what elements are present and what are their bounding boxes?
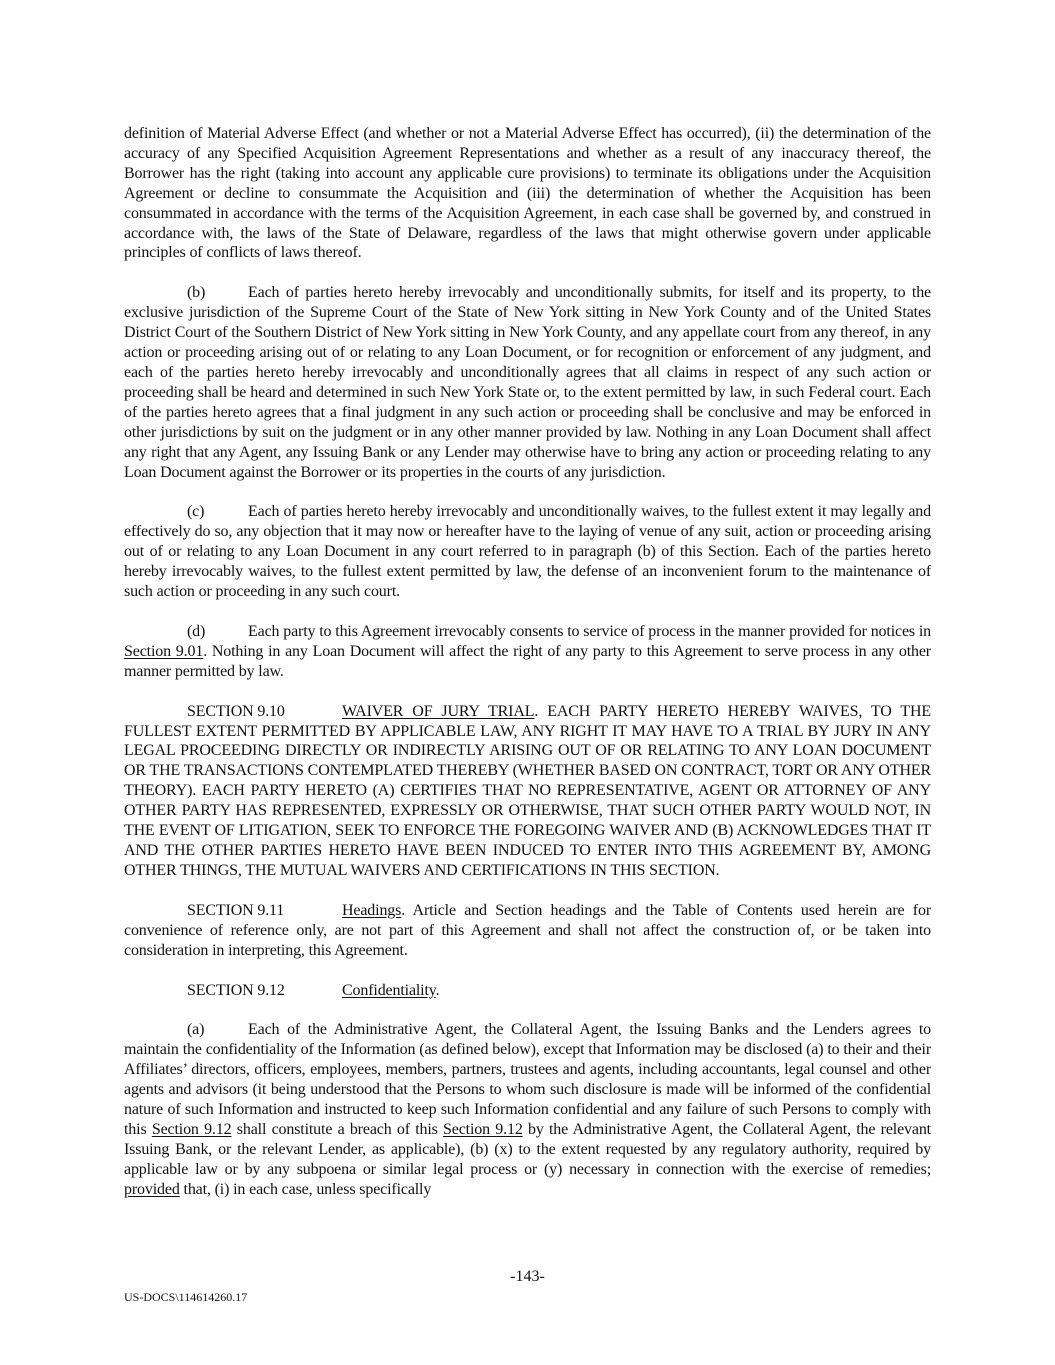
provided-term: provided: [124, 1180, 180, 1198]
paragraph-text: Each of the Administrative Agent, the Collateral Agent, the Issuing Banks and the Lenders agrees to maintain the confidentiality of the Information (as defined below), except that Information may be disclosed (a) to their and their Affiliates’ directors, officers, employees, members, partners, trustees and agents, including accountants, legal counsel and other agents and advisors (it being understood that the Persons to whom such disclosure is made will be informed of the confidential nature of such Information and instructed to keep such Information confidential and any failure of such Persons to comply with this: [124, 1021, 931, 1138]
section-9-12-confidentiality: [124, 981, 931, 1001]
paragraph-c-venue: [124, 502, 931, 602]
section-reference: Section 9.01: [124, 642, 204, 660]
paragraph-d-service-of-process: [124, 622, 931, 682]
section-number: SECTION 9.12: [187, 981, 285, 999]
paragraph-label: (a): [187, 1021, 205, 1039]
section-title: WAIVER OF JURY TRIAL: [342, 702, 535, 720]
paragraph-text: by the Administrative Agent, the Collateral Agent, the relevant Issuing Bank, or the relevant Lender, as applicable), (b) (x) to the extent requested by any regulatory authority, required by applicable law or by any subpoena or similar legal process or (y) necessary in connection with the exercise of remedies;: [124, 1120, 931, 1178]
section-reference: Section 9.12: [443, 1120, 523, 1138]
page-number: -143-: [510, 1268, 545, 1285]
paragraph-text: Each of parties hereto hereby irrevocably and unconditionally waives, to the fullest extent it may legally and effectively do so, any objection that it may now or hereafter have to the laying of venue of any suit, action or proceeding arising out of or relating to any Loan Document in any court referred to in paragraph (b) of this Section. Each of the parties hereto hereby irrevocably waives, to the fullest extent permitted by law, the defense of an inconvenient forum to the maintenance of such action or proceeding in any such court.: [124, 503, 931, 601]
paragraph-text: shall constitute a breach of this: [231, 1120, 444, 1138]
paragraph-b-jurisdiction: [124, 283, 931, 482]
paragraph-a-confidentiality: [124, 1020, 931, 1199]
section-reference: Section 9.12: [151, 1120, 232, 1138]
section-title: Confidentiality: [342, 981, 436, 999]
paragraph-text: .: [435, 981, 440, 999]
paragraph-text: Each party to this Agreement irrevocably consents to service of process in the manner provided for notices in: [248, 622, 931, 640]
section-number: SECTION 9.11: [187, 901, 285, 919]
paragraph-label: (d): [187, 622, 206, 640]
section-title: Headings: [342, 901, 402, 919]
paragraph-text: . Nothing in any Loan Document will affect the right of any party to this Agreement to serve process in any other manner permitted by law.: [124, 642, 931, 680]
paragraph-governing-law-continuation: [124, 124, 931, 263]
paragraph-text: Each of parties hereto hereby irrevocably and unconditionally submits, for itself and its property, to the exclusive jurisdiction of the Supreme Court of the State of New York sitting in New York County and of the United States District Court of the Southern District of New York sitting in New York County, and any appellate court from any thereof, in any action or proceeding arising out of or relating to any Loan Document, or for recognition or enforcement of any judgment, and each of the parties hereto hereby irrevocably and unconditionally agrees that all claims in respect of any such action or proceeding shall be heard and determined in such New York State or, to the extent permitted by law, in such Federal court. Each of the parties hereto agrees that a final judgment in any such action or proceeding shall be conclusive and may be enforced in other jurisdictions by suit on the judgment or in any other manner provided by law. Nothing in any Loan Document shall affect any right that any Agent, any Issuing Bank or any Lender may otherwise have to bring any action or proceeding relating to any Loan Document against the Borrower or its properties in the courts of any jurisdiction.: [124, 284, 931, 481]
paragraph-text: that, (i) in each case, unless specifically: [179, 1180, 432, 1198]
paragraph-text: definition of Material Adverse Effect (and whether or not a Material Adverse Effect has occurred), (ii) the determination of the accuracy of any Specified Acquisition Agreement Representations and whether as a result of any inaccuracy thereof, the Borrower has the right (taking into account any applicable cure provisions) to terminate its obligations under the Acquisition Agreement or decline to consummate the Acquisition and (iii) the determination of whether the Acquisition has been consummated in accordance with the terms of the Acquisition Agreement, in each case shall be governed by, and construed in accordance with, the laws of the State of Delaware, regardless of the laws that might otherwise govern under applicable principles of conflicts of laws thereof.: [124, 125, 931, 262]
paragraph-label: (b): [187, 284, 206, 302]
document-body: [124, 124, 931, 1220]
section-9-10-waiver-of-jury-trial: [124, 702, 931, 881]
document-id: US-DOCS\114614260.17: [124, 1290, 248, 1304]
paragraph-label: (c): [187, 503, 205, 521]
section-9-11-headings: [124, 901, 931, 961]
paragraph-text: . Article and Section headings and the Table of Contents used herein are for convenience of reference only, are not part of this Agreement and shall not affect the construction of, or be taken into consideration in interpreting, this Agreement.: [124, 901, 931, 959]
paragraph-text: . EACH PARTY HERETO HEREBY WAIVES, TO THE FULLEST EXTENT PERMITTED BY APPLICABLE LAW, ANY RIGHT IT MAY HAVE TO A TRIAL BY JURY IN ANY LEGAL PROCEEDING DIRECTLY OR INDIRECTLY ARISING OUT OF OR RELATING TO ANY LOAN DOCUMENT OR THE TRANSACTIONS CONTEMPLATED THEREBY (WHETHER BASED ON CONTRACT, TORT OR ANY OTHER THEORY). EACH PARTY HERETO (A) CERTIFIES THAT NO REPRESENTATIVE, AGENT OR ATTORNEY OF ANY OTHER PARTY HAS REPRESENTED, EXPRESSLY OR OTHERWISE, THAT SUCH OTHER PARTY WOULD NOT, IN THE EVENT OF LITIGATION, SEEK TO ENFORCE THE FOREGOING WAIVER AND (B) ACKNOWLEDGES THAT IT AND THE OTHER PARTIES HERETO HAVE BEEN INDUCED TO ENTER INTO THIS AGREEMENT BY, AMONG OTHER THINGS, THE MUTUAL WAIVERS AND CERTIFICATIONS IN THIS SECTION.: [124, 702, 931, 879]
section-number: SECTION 9.10: [187, 702, 285, 720]
